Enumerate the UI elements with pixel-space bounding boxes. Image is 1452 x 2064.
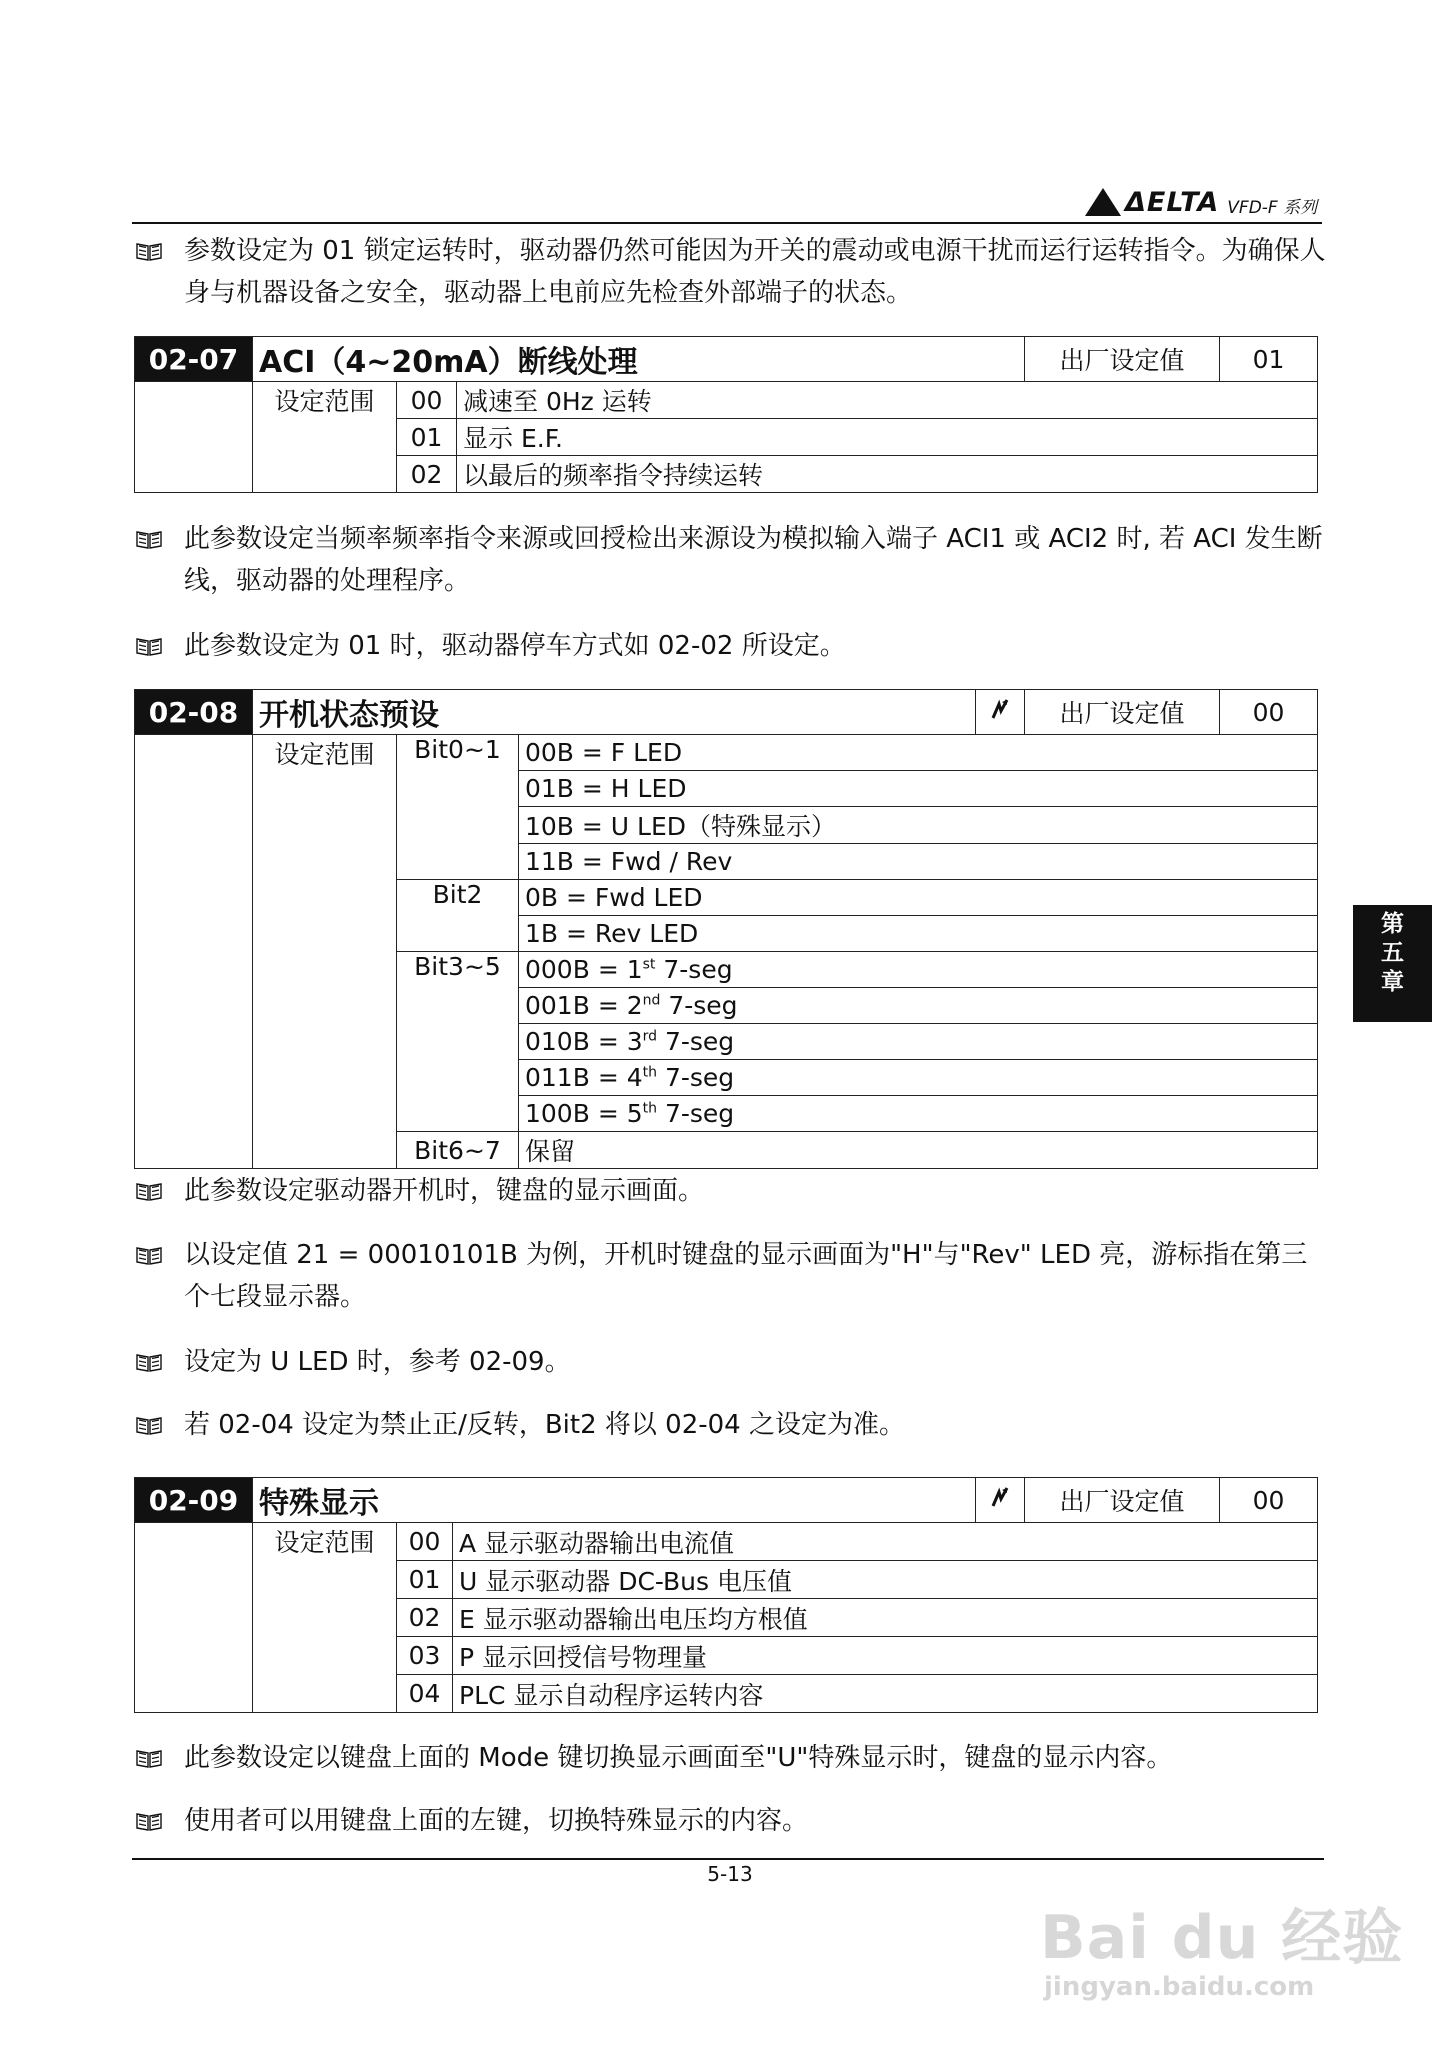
param-title: ACI（4~20mA）断线处理 — [253, 337, 1025, 382]
book-icon — [136, 1811, 162, 1831]
bit-option: 001B = 2nd 7-seg — [519, 988, 1318, 1024]
watermark-main: Bai du 经验 — [1040, 1903, 1404, 1973]
bit-option: 00B = F LED — [519, 735, 1318, 771]
factory-label: 出厂设定值 — [1025, 1478, 1220, 1523]
param-title: 特殊显示 — [253, 1478, 976, 1523]
bit-option: 01B = H LED — [519, 771, 1318, 807]
chapter-tab-char: 五 — [1381, 940, 1404, 966]
header-rule — [132, 222, 1322, 224]
book-icon — [136, 1748, 162, 1768]
param-table-02-09 — [134, 1477, 1318, 1713]
series-label: VFD-F 系列 — [1227, 197, 1318, 218]
option-desc: A 显示驱动器输出电流值 — [453, 1523, 1318, 1561]
option-value: 00 — [397, 1523, 453, 1561]
note — [136, 230, 1326, 314]
chapter-tab-char: 章 — [1381, 969, 1404, 995]
bit-option: 0B = Fwd LED — [519, 880, 1318, 916]
lightning-icon — [976, 690, 1025, 735]
note-text: 以设定值 21 = 00010101B 为例，开机时键盘的显示画面为"H"与"Rev" LED 亮，游标指在第三个七段显示器。 — [184, 1240, 1308, 1312]
note-text: 若 02-04 设定为禁止正/反转，Bit2 将以 02-04 之设定为准。 — [184, 1410, 905, 1440]
delta-triangle-icon — [1085, 188, 1121, 216]
option-value: 03 — [397, 1637, 453, 1675]
brand-name: ΔELTA — [1125, 186, 1220, 218]
param-title: 开机状态预设 — [253, 690, 976, 735]
param-table-02-07 — [134, 336, 1318, 493]
bit-option: 11B = Fwd / Rev — [519, 844, 1318, 880]
param-table-02-08 — [134, 689, 1318, 1169]
factory-value: 00 — [1220, 1478, 1318, 1523]
range-label: 设定范围 — [253, 382, 397, 493]
note-text: 参数设定为 01 锁定运转时，驱动器仍然可能因为开关的震动或电源干扰而运行运转指令。为确保人身与机器设备之安全，驱动器上电前应先检查外部端子的状态。 — [184, 236, 1326, 308]
option-desc: PLC 显示自动程序运转内容 — [453, 1675, 1318, 1713]
note-text: 此参数设定驱动器开机时，键盘的显示画面。 — [184, 1176, 705, 1206]
bit-label: Bit2 — [397, 880, 519, 952]
note-text: 此参数设定以键盘上面的 Mode 键切换显示画面至"U"特殊显示时，键盘的显示内容。 — [184, 1743, 1173, 1773]
note — [136, 1800, 1326, 1842]
param-code: 02-09 — [135, 1478, 253, 1523]
note — [136, 1170, 1326, 1212]
note — [136, 1404, 1326, 1446]
delta-logo — [1085, 186, 1317, 218]
param-code: 02-08 — [135, 690, 253, 735]
option-desc: 减速至 0Hz 运转 — [457, 382, 1318, 419]
param-code: 02-07 — [135, 337, 253, 382]
bit-option: 010B = 3rd 7-seg — [519, 1024, 1318, 1060]
option-value: 01 — [397, 419, 457, 456]
bit-option: 100B = 5th 7-seg — [519, 1096, 1318, 1132]
note — [136, 1234, 1326, 1318]
book-icon — [136, 529, 162, 549]
page-number: 5-13 — [707, 1862, 753, 1886]
note-text: 使用者可以用键盘上面的左键，切换特殊显示的内容。 — [184, 1806, 809, 1836]
bit-label: Bit0~1 — [397, 735, 519, 880]
factory-label: 出厂设定值 — [1025, 690, 1220, 735]
book-icon — [136, 1415, 162, 1435]
option-desc: P 显示回授信号物理量 — [453, 1637, 1318, 1675]
book-icon — [136, 241, 162, 261]
note-text: 设定为 U LED 时，参考 02-09。 — [184, 1347, 571, 1377]
option-desc: U 显示驱动器 DC-Bus 电压值 — [453, 1561, 1318, 1599]
bit-option: 10B = U LED（特殊显示） — [519, 807, 1318, 844]
chapter-tab — [1353, 905, 1432, 1022]
bit-label: Bit3~5 — [397, 952, 519, 1132]
bit-option: 1B = Rev LED — [519, 916, 1318, 952]
book-icon — [136, 1181, 162, 1201]
bit-option: 保留 — [519, 1132, 1318, 1169]
option-value: 00 — [397, 382, 457, 419]
note — [136, 625, 1326, 667]
bit-option: 011B = 4th 7-seg — [519, 1060, 1318, 1096]
footer-rule — [132, 1858, 1324, 1860]
note — [136, 1737, 1326, 1779]
book-icon — [136, 636, 162, 656]
factory-value: 01 — [1220, 337, 1318, 382]
bit-label: Bit6~7 — [397, 1132, 519, 1169]
option-value: 04 — [397, 1675, 453, 1713]
range-label: 设定范围 — [253, 1523, 397, 1713]
range-label: 设定范围 — [253, 735, 397, 1169]
option-value: 02 — [397, 1599, 453, 1637]
note — [136, 1341, 1326, 1383]
chapter-tab-char: 第 — [1381, 911, 1404, 937]
book-icon — [136, 1352, 162, 1372]
factory-value: 00 — [1220, 690, 1318, 735]
note-text: 此参数设定当频率频率指令来源或回授检出来源设为模拟输入端子 ACI1 或 ACI2 时, 若 ACI 发生断线，驱动器的处理程序。 — [184, 524, 1323, 596]
bit-option: 000B = 1st 7-seg — [519, 952, 1318, 988]
option-desc: 以最后的频率指令持续运转 — [457, 456, 1318, 493]
factory-label: 出厂设定值 — [1025, 337, 1220, 382]
watermark-url: jingyan.baidu.com — [1044, 1972, 1315, 2002]
note-text: 此参数设定为 01 时，驱动器停车方式如 02-02 所设定。 — [184, 631, 846, 661]
lightning-icon — [976, 1478, 1025, 1523]
book-icon — [136, 1245, 162, 1265]
option-desc: 显示 E.F. — [457, 419, 1318, 456]
option-value: 01 — [397, 1561, 453, 1599]
baidu-watermark — [1040, 1890, 1403, 2002]
option-desc: E 显示驱动器输出电压均方根值 — [453, 1599, 1318, 1637]
note — [136, 518, 1326, 602]
option-value: 02 — [397, 456, 457, 493]
